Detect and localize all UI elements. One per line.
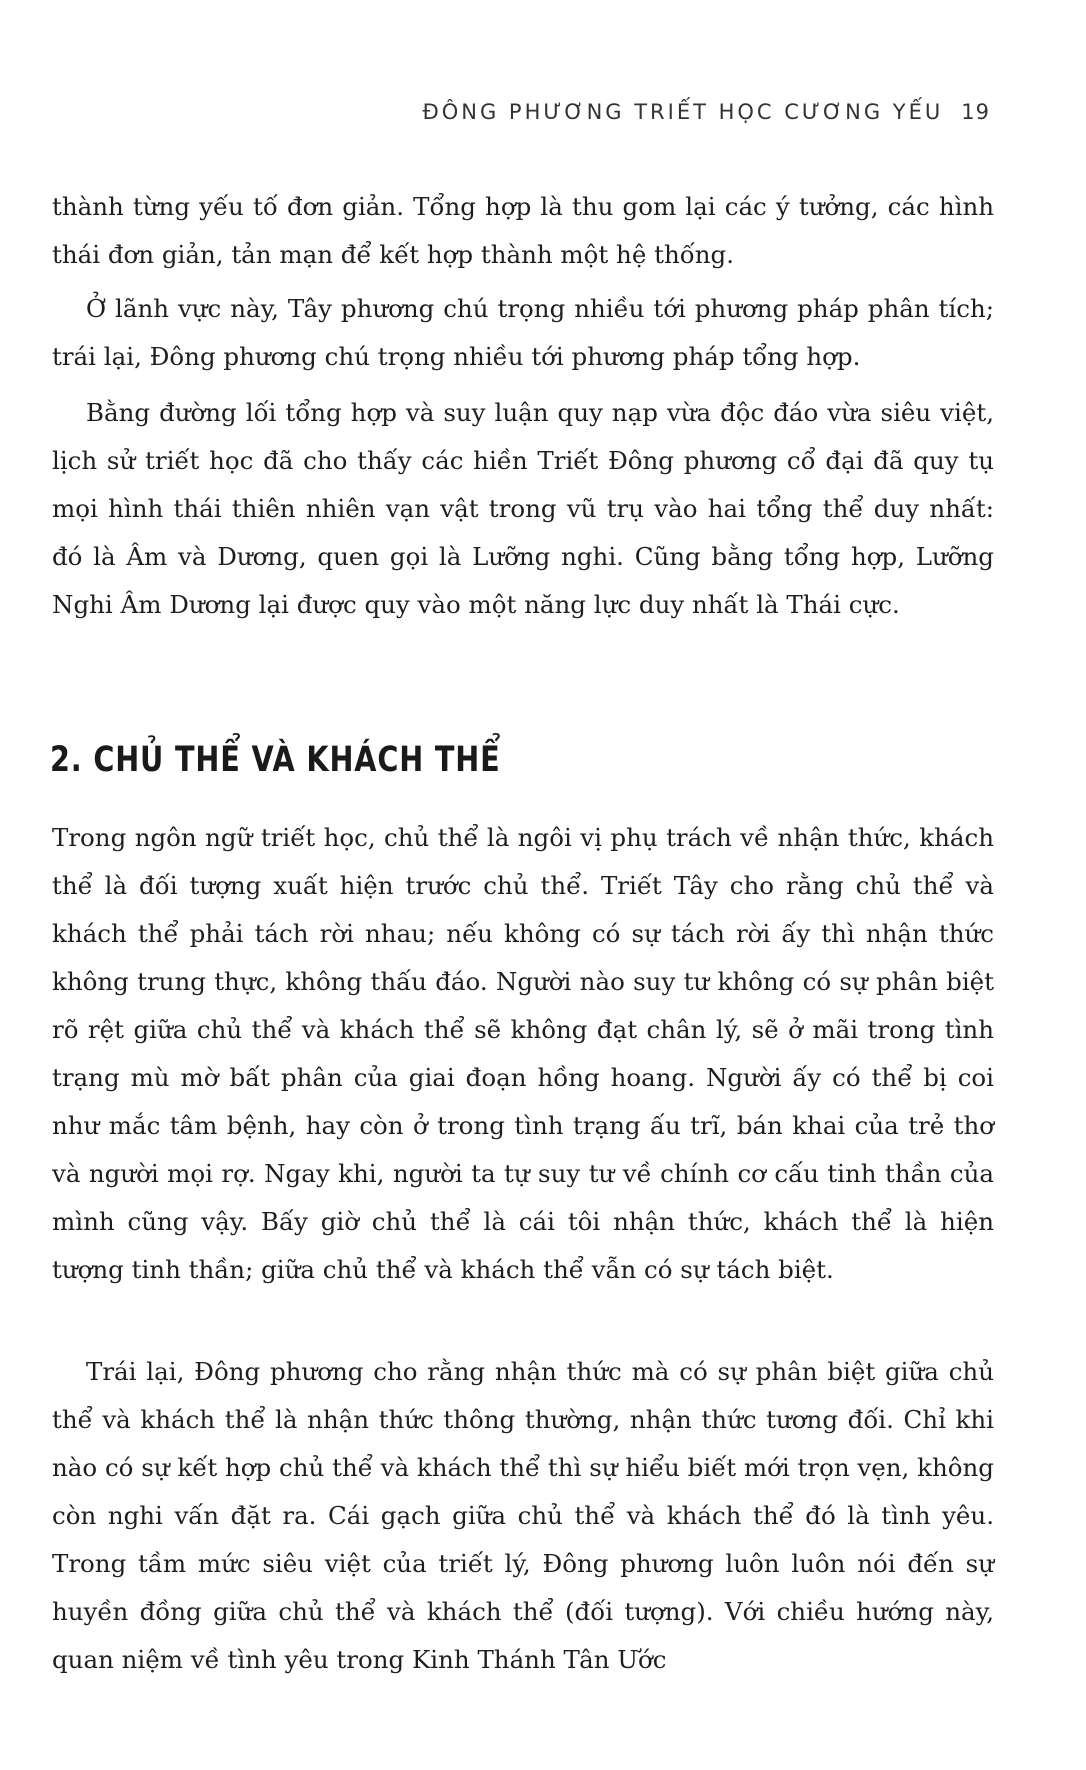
page-number: 19: [961, 100, 990, 124]
running-header: [40, 100, 990, 124]
paragraph-subject-object-east: Trái lại, Đông phương cho rằng nhận thức mà có sự phân biệt giữa chủ thể và khách thể là nhận thức thông thường, nhận thức tương đối. Chỉ khi nào có sự kết hợp chủ thể và khách thể thì sự hiểu biết mới trọn vẹn, không còn nghi vấn đặt ra. Cái gạch giữa chủ thể và khách thể đó là tình yêu. Trong tầm mức siêu việt của triết lý, Đông phương luôn luôn nói đến sự huyền đồng giữa chủ thể và khách thể (đối tượng). Với chiều hướng này, quan niệm về tình yêu trong Kinh Thánh Tân Ước: [52, 1357, 994, 1674]
paragraph-continuation: thành từng yếu tố đơn giản. Tổng hợp là thu gom lại các ý tưởng, các hình thái đơn giản, tản mạn để kết hợp thành một hệ thống.: [52, 192, 994, 269]
paragraph-subject-object-west: Trong ngôn ngữ triết học, chủ thể là ngôi vị phụ trách về nhận thức, khách thể là đối tượng xuất hiện trước chủ thể. Triết Tây cho rằng chủ thể và khách thể phải tách rời nhau; nếu không có sự tách rời ấy thì nhận thức không trung thực, không thấu đáo. Người nào suy tư không có sự phân biệt rõ rệt giữa chủ thể và khách thể sẽ không đạt chân lý, sẽ ở mãi trong tình trạng mù mờ bất phân của giai đoạn hồng hoang. Người ấy có thể bị coi như mắc tâm bệnh, hay còn ở trong tình trạng ấu trĩ, bán khai của trẻ thơ và người mọi rợ. Ngay khi, người ta tự suy tư về chính cơ cấu tinh thần của mình cũng vậy. Bấy giờ chủ thể là cái tôi nhận thức, khách thể là hiện tượng tinh thần; giữa chủ thể và khách thể vẫn có sự tách biệt.: [52, 823, 994, 1284]
book-title: ĐÔNG PHƯƠNG TRIẾT HỌC CƯƠNG YẾU: [422, 100, 944, 124]
paragraph-west-east-method: Ở lãnh vực này, Tây phương chú trọng nhiều tới phương pháp phân tích; trái lại, Đông phương chú trọng nhiều tới phương pháp tổng hợp.: [52, 294, 994, 371]
paragraph-yin-yang: Bằng đường lối tổng hợp và suy luận quy nạp vừa độc đáo vừa siêu việt, lịch sử triết học đã cho thấy các hiền Triết Đông phương cổ đại đã quy tụ mọi hình thái thiên nhiên vạn vật trong vũ trụ vào hai tổng thể duy nhất: đó là Âm và Dương, quen gọi là Lưỡng nghi. Cũng bằng tổng hợp, Lưỡng Nghi Âm Dương lại được quy vào một năng lực duy nhất là Thái cực.: [52, 398, 994, 619]
section-heading: 2. CHỦ THỂ VÀ KHÁCH THỂ: [50, 740, 501, 780]
